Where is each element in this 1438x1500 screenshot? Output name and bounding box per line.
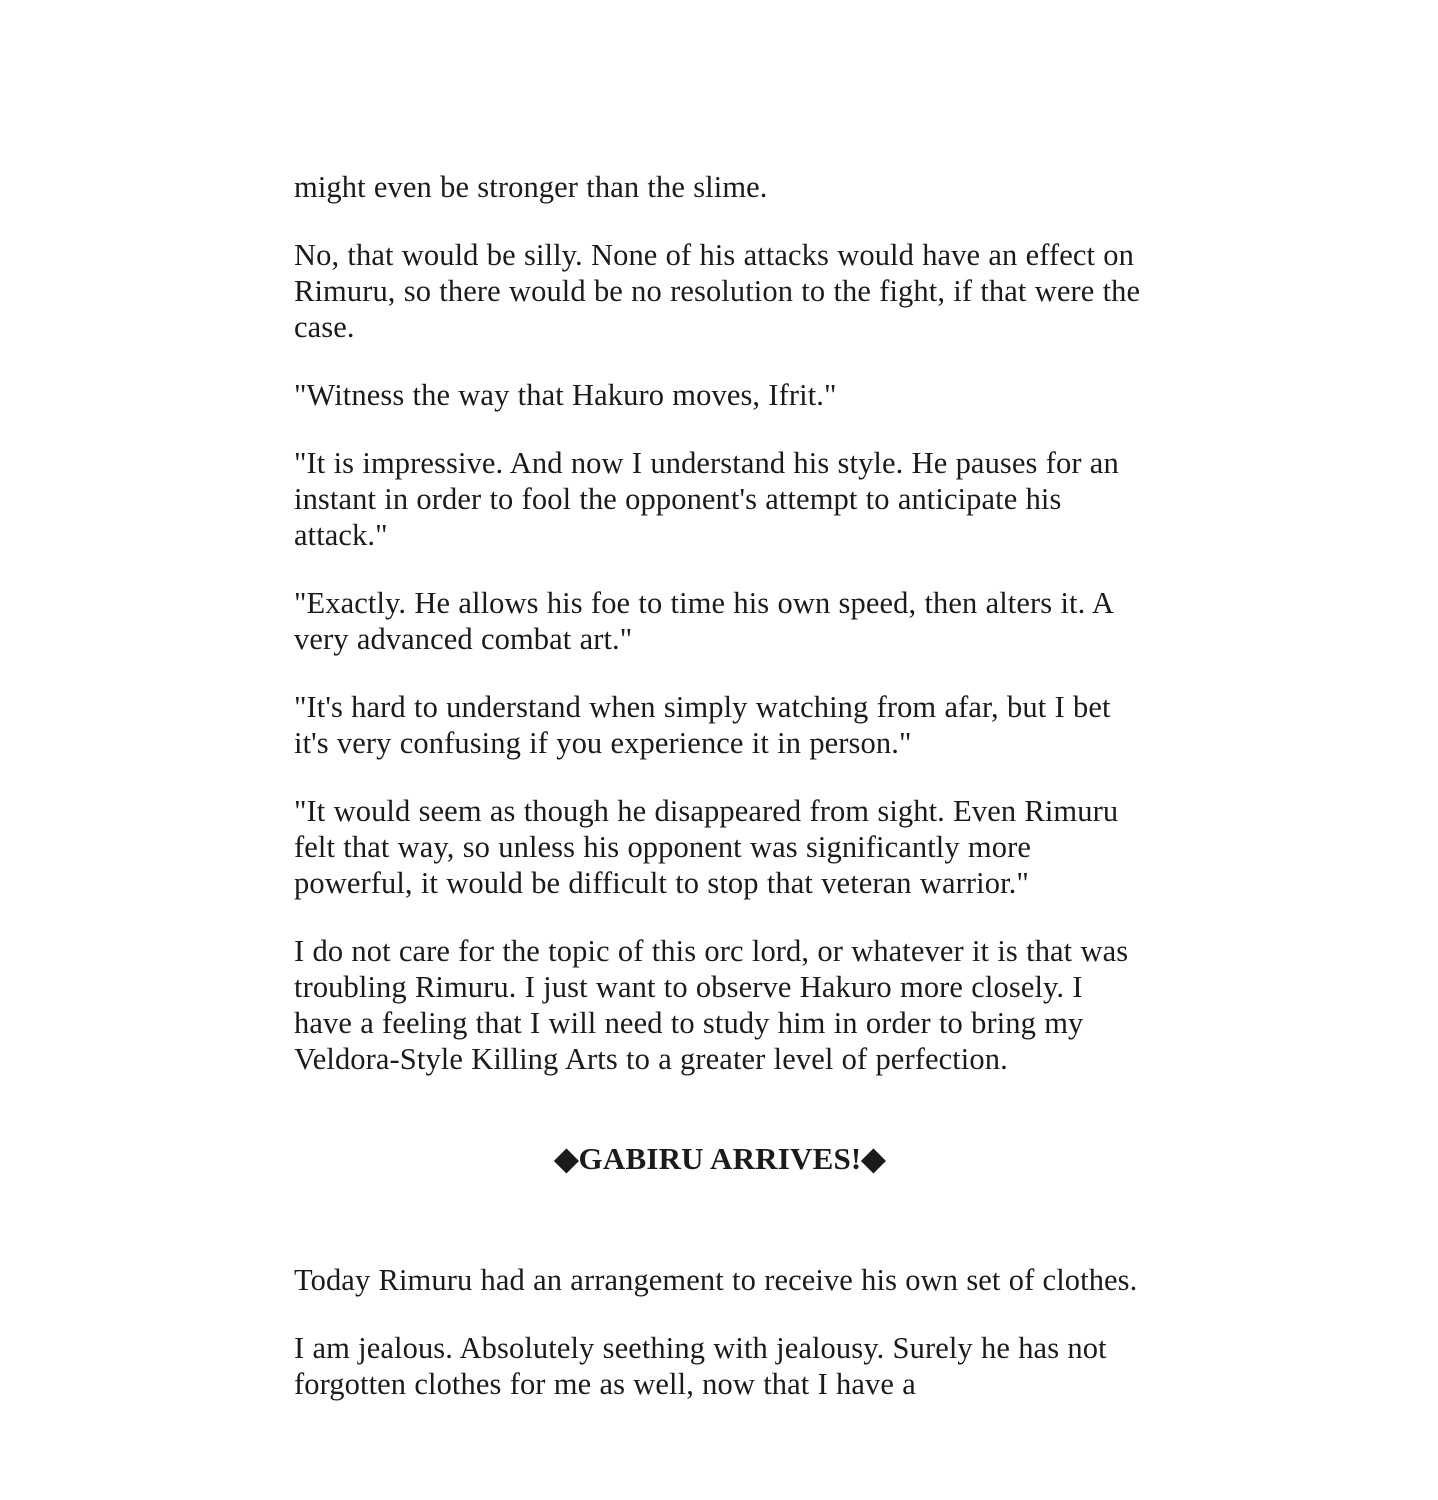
page-text-column xyxy=(294,170,1146,1403)
section-heading: ◆GABIRU ARRIVES!◆ xyxy=(554,1140,886,1176)
paragraph: I do not care for the topic of this orc lord, or whatever it is that was troubling Rimuru. I just want to observe Hakuro more closely. I have a feeling that I will need to study him in order to bring my Veldora-Style Killing Arts to a greater level of perfection. xyxy=(294,933,1129,1076)
paragraph: Today Rimuru had an arrangement to receive his own set of clothes. xyxy=(294,1262,1138,1297)
paragraph: "Witness the way that Hakuro moves, Ifrit." xyxy=(294,377,837,412)
paragraph: "It's hard to understand when simply watching from afar, but I bet it's very confusing if you experience it in person." xyxy=(294,689,1111,760)
paragraph: "Exactly. He allows his foe to time his own speed, then alters it. A very advanced combat art." xyxy=(294,585,1113,656)
heading-spacer xyxy=(294,1177,1146,1263)
paragraph: might even be stronger than the slime. xyxy=(294,170,768,204)
paragraph: "It would seem as though he disappeared from sight. Even Rimuru felt that way, so unless his opponent was significantly more powerful, it would be difficult to stop that veteran warrior." xyxy=(294,793,1119,900)
paragraph: No, that would be silly. None of his attacks would have an effect on Rimuru, so there would be no resolution to the fight, if that were the case. xyxy=(294,237,1141,344)
paragraph: "It is impressive. And now I understand his style. He pauses for an instant in order to fool the opponent's attempt to anticipate his attack." xyxy=(294,445,1119,552)
paragraph: I am jealous. Absolutely seething with jealousy. Surely he has not forgotten clothes for me as well, now that I have a xyxy=(294,1330,1107,1401)
